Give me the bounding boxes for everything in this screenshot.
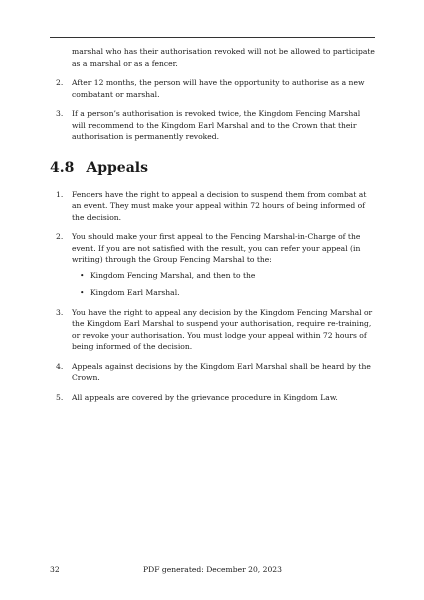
appeals-list	[50, 189, 375, 404]
list-number: 5.	[56, 392, 64, 402]
list-text: Appeals against decisions by the Kingdom Earl Marshal shall be heard by the Crown.	[72, 361, 371, 382]
section-heading	[50, 159, 375, 177]
list-item	[50, 189, 375, 224]
section-title: Appeals	[86, 159, 148, 176]
list-number: 2.	[56, 232, 64, 241]
page-content	[50, 46, 375, 411]
page-number: 32	[50, 565, 60, 574]
list-number: 3.	[56, 109, 64, 118]
list-text: Fencers have the right to appeal a decision to suspend them from combat at an event. They must make your appeal within 72 hours of being informed of the decision.	[72, 189, 367, 222]
bullet-icon: •	[80, 288, 85, 297]
continued-paragraph: marshal who has their authorisation revoked will not be allowed to participate as a marshal or as a fencer.	[72, 47, 375, 68]
list-number: 1.	[56, 189, 64, 199]
list-text: All appeals are covered by the grievance procedure in Kingdom Law.	[72, 392, 338, 402]
list-number: 3.	[56, 307, 64, 317]
list-number: 4.	[56, 361, 64, 371]
list-item	[50, 392, 375, 404]
bullet-icon: •	[80, 270, 85, 280]
list-item	[50, 361, 375, 384]
list-number: 2.	[56, 78, 64, 87]
list-item	[50, 108, 375, 143]
list-item	[50, 77, 375, 100]
list-text: If a person’s authorisation is revoked twice, the Kingdom Fencing Marshal will recommend to the Kingdom Earl Marshal and to the Crown that their authorisation is permanently revoked.	[72, 109, 361, 141]
list-text: You should make your first appeal to the Fencing Marshal-in-Charge of the event. If you are not satisfied with the result, you can refer your appeal (in writing) through the Group Fencing Marshal to the:	[72, 232, 361, 264]
section-number: 4.8	[50, 159, 75, 176]
header-rule	[50, 37, 375, 38]
list-item	[50, 307, 375, 353]
generated-date: PDF generated: December 20, 2023	[143, 565, 282, 574]
list-text: You have the right to appeal any decision by the Kingdom Fencing Marshal or the Kingdom Earl Marshal to suspend your authorisation, require re-training, or revoke your authorisation. You must lodge your appeal within 72 hours of being informed of the decision.	[72, 307, 373, 351]
bullet-item	[72, 270, 375, 282]
list-text: After 12 months, the person will have the opportunity to authorise as a new combatant or marshal.	[72, 78, 365, 99]
revocation-list	[50, 77, 375, 143]
bullet-text: Kingdom Fencing Marshal, and then to the	[90, 270, 256, 280]
bullet-item	[72, 287, 375, 299]
list-item	[50, 231, 375, 299]
bullet-text: Kingdom Earl Marshal.	[90, 288, 180, 297]
appeal-chain-list	[72, 270, 375, 299]
